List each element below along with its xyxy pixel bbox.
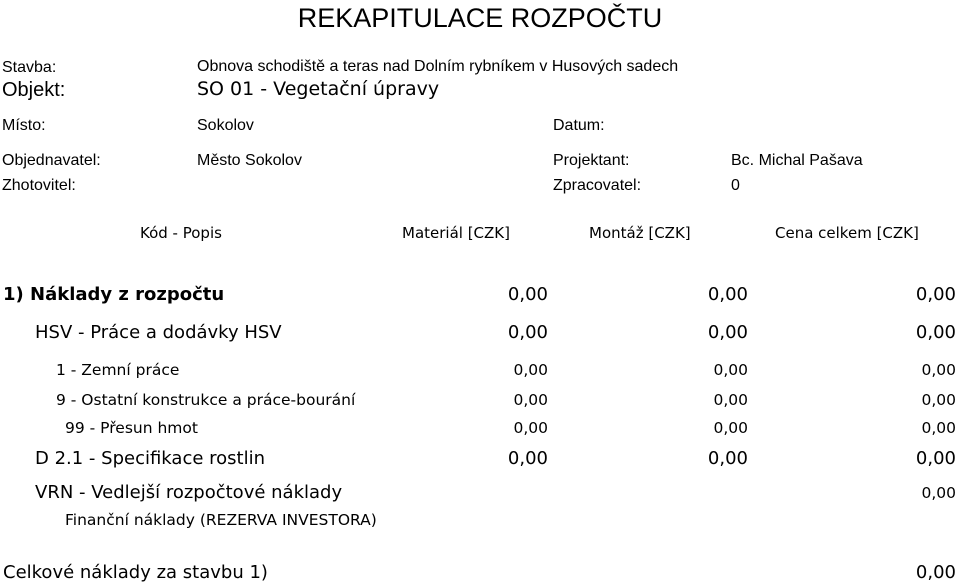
row-cena: 0,00: [915, 284, 956, 305]
header-kod-popis: Kód - Popis: [140, 224, 222, 242]
misto-label: Místo:: [2, 117, 46, 134]
row-label: 9 - Ostatní konstrukce a práce-bourání: [56, 391, 356, 409]
misto-value: Sokolov: [197, 117, 254, 134]
row-material: 0,00: [507, 284, 548, 305]
zpracovatel-value: 0: [731, 177, 740, 194]
row-cena: 0,00: [921, 419, 956, 437]
projektant-label: Projektant:: [553, 152, 630, 169]
header-cena: Cena celkem [CZK]: [775, 224, 919, 242]
row-material: 0,00: [513, 361, 548, 379]
zhotovitel-label: Zhotovitel:: [2, 177, 76, 194]
projektant-value: Bc. Michal Pašava: [731, 152, 863, 169]
row-material: 0,00: [507, 448, 548, 469]
stavba-value: Obnova schodiště a teras nad Dolním rybníkem v Husových sadech: [197, 58, 679, 75]
row-cena: 0,00: [921, 361, 956, 379]
objednavatel-value: Město Sokolov: [197, 152, 302, 169]
header-material: Materiál [CZK]: [402, 224, 510, 242]
row-label: 1) Náklady z rozpočtu: [3, 284, 225, 305]
row-label: Finanční náklady (REZERVA INVESTORA): [65, 511, 377, 529]
objednavatel-label: Objednavatel:: [2, 152, 101, 169]
datum-label: Datum:: [553, 117, 605, 134]
row-cena: 0,00: [921, 484, 956, 502]
row-label: 1 - Zemní práce: [56, 361, 180, 379]
row-montaz: 0,00: [707, 284, 748, 305]
row-cena: 0,00: [921, 391, 956, 409]
stavba-label: Stavba:: [2, 59, 57, 76]
row-montaz: 0,00: [713, 419, 748, 437]
row-material: 0,00: [513, 419, 548, 437]
row-material: 0,00: [513, 391, 548, 409]
zpracovatel-label: Zpracovatel:: [553, 177, 642, 194]
row-montaz: 0,00: [713, 361, 748, 379]
total-label: Celkové náklady za stavbu 1): [3, 562, 268, 583]
header-montaz: Montáž [CZK]: [589, 224, 691, 242]
row-label: HSV - Práce a dodávky HSV: [35, 322, 282, 343]
row-montaz: 0,00: [707, 322, 748, 343]
objekt-label: Objekt:: [2, 79, 66, 101]
total-cena: 0,00: [915, 562, 956, 583]
row-cena: 0,00: [915, 322, 956, 343]
row-label: VRN - Vedlejší rozpočtové náklady: [35, 482, 343, 503]
row-label: 99 - Přesun hmot: [65, 419, 198, 437]
row-label: D 2.1 - Specifikace rostlin: [35, 448, 266, 469]
row-cena: 0,00: [915, 448, 956, 469]
row-montaz: 0,00: [713, 391, 748, 409]
objekt-value: SO 01 - Vegetační úpravy: [197, 78, 440, 100]
page-title: REKAPITULACE ROZPOČTU: [297, 3, 663, 33]
row-montaz: 0,00: [707, 448, 748, 469]
row-material: 0,00: [507, 322, 548, 343]
